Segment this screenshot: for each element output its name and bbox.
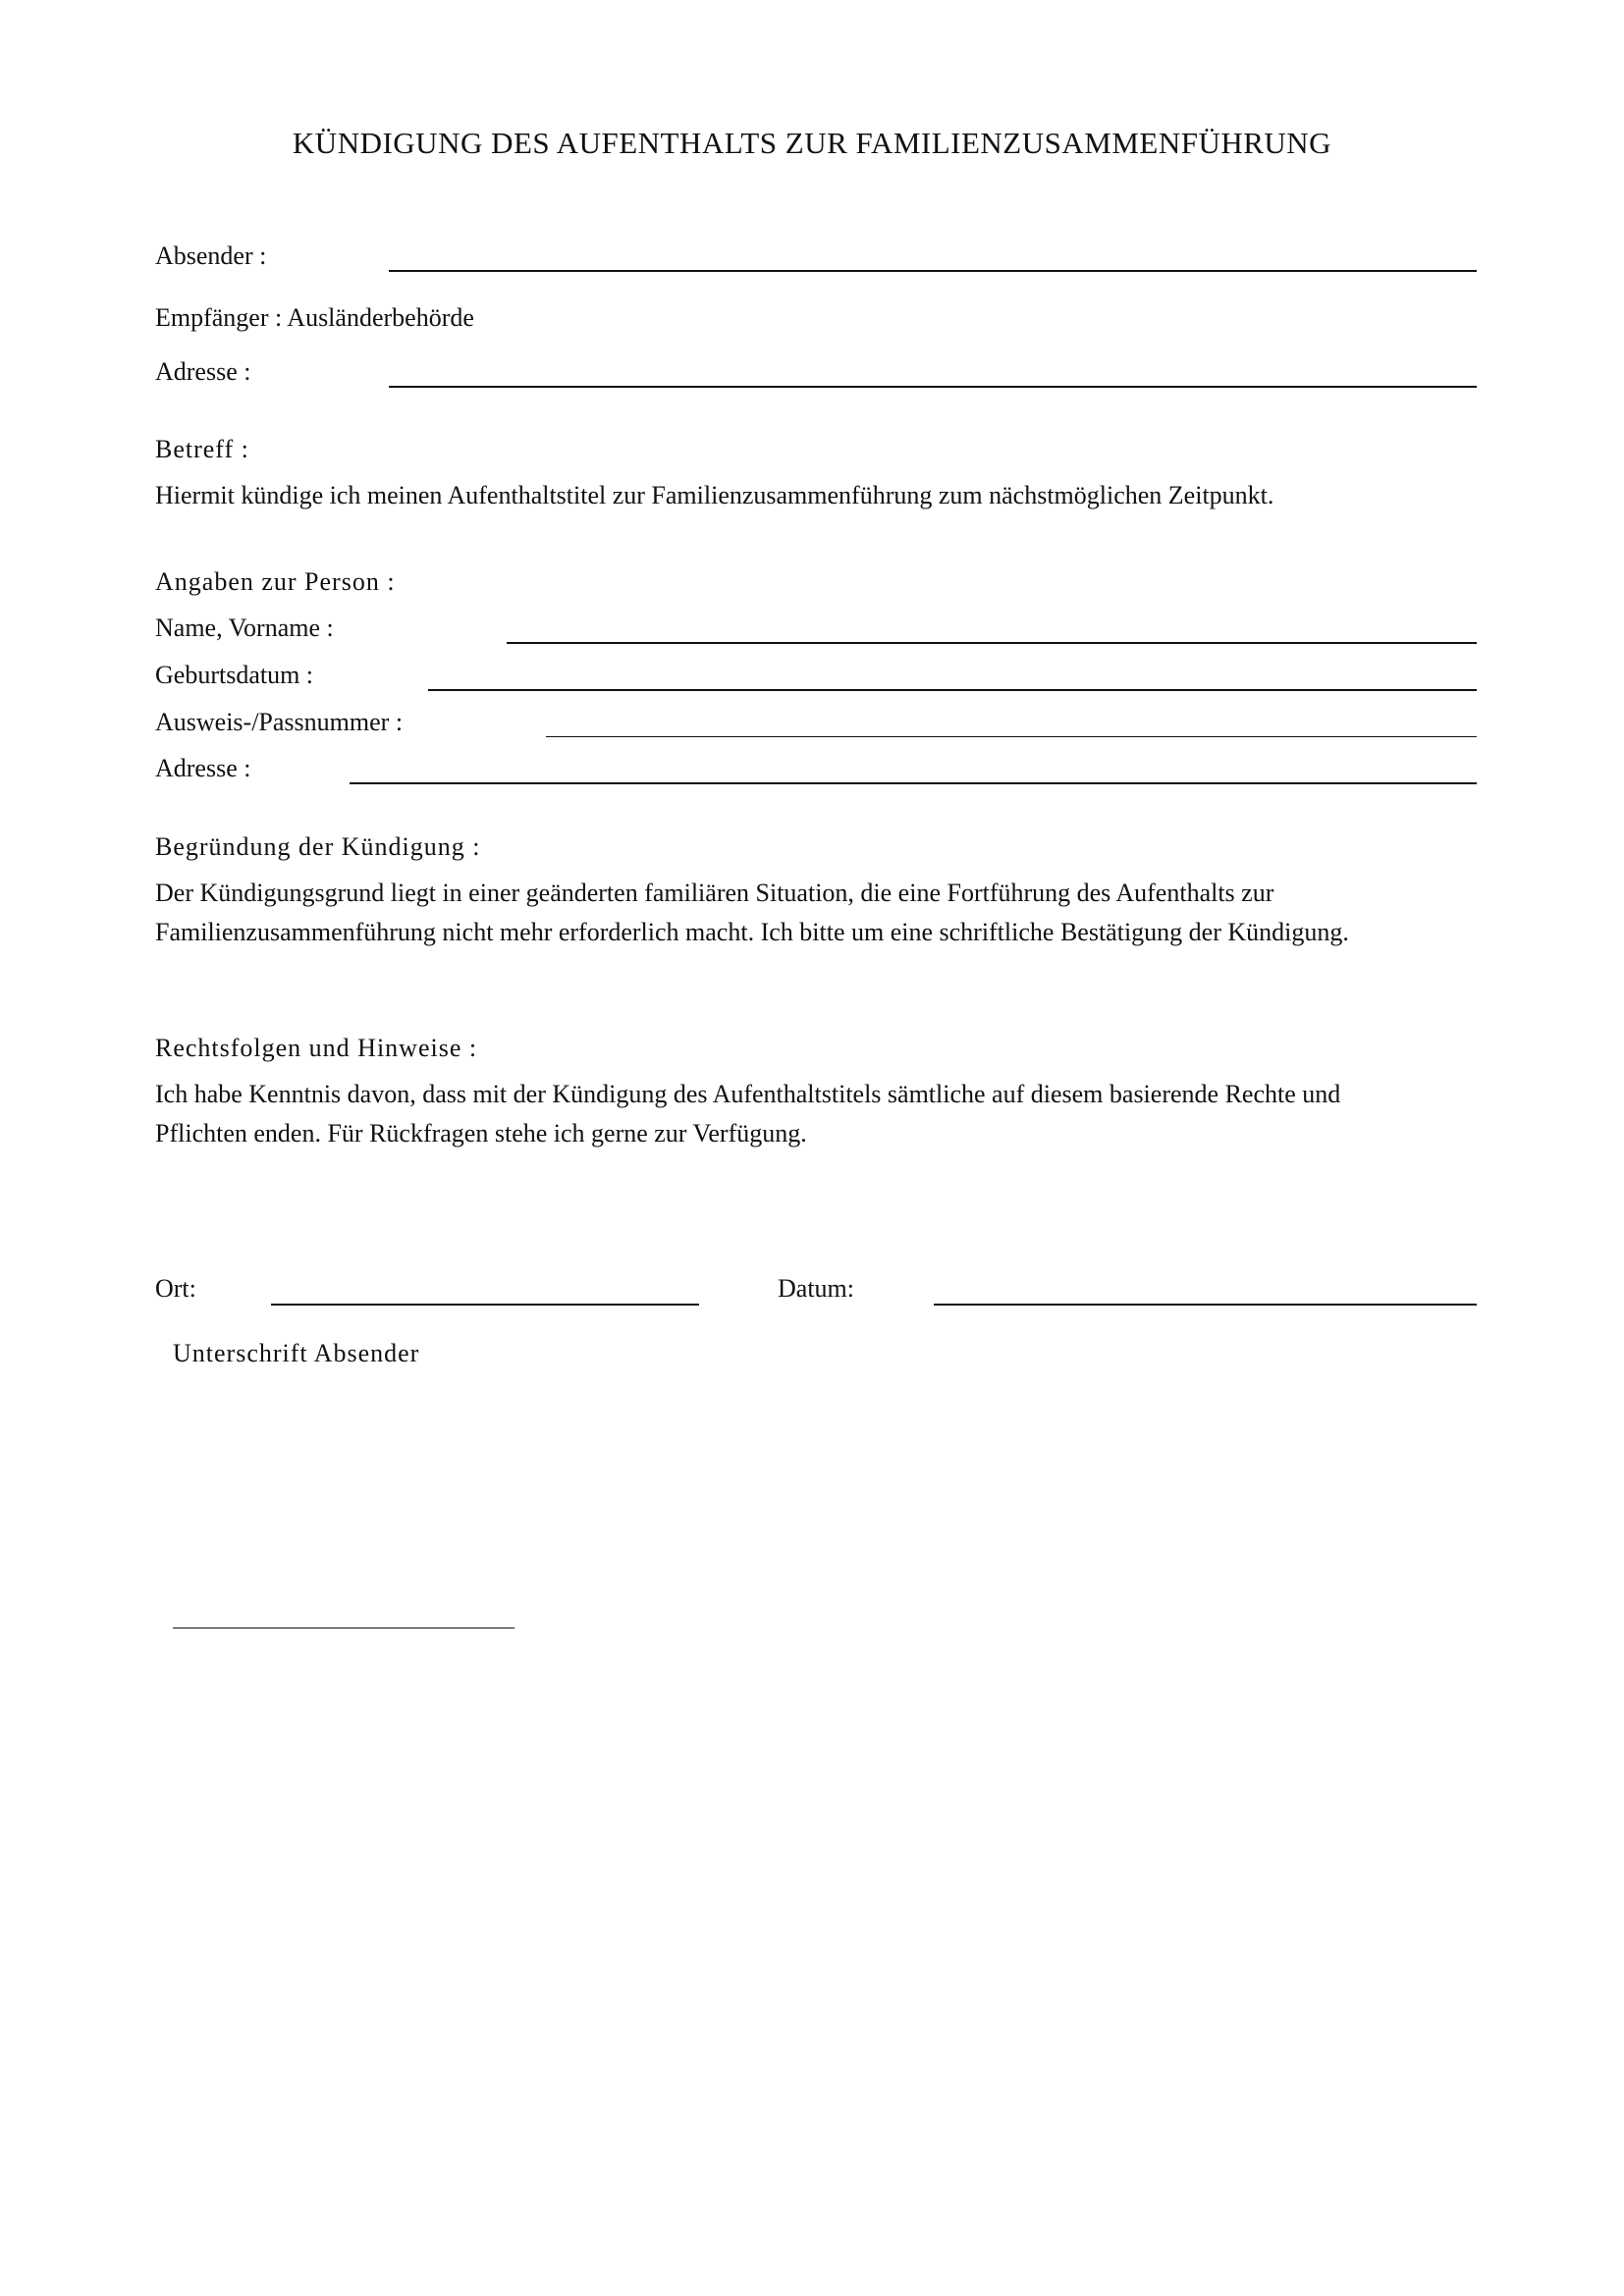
passport-label: Ausweis-/Passnummer : bbox=[155, 708, 404, 736]
name-label: Name, Vorname : bbox=[155, 614, 334, 642]
birthdate-label: Geburtsdatum : bbox=[155, 661, 314, 689]
address-field-line[interactable] bbox=[389, 386, 1477, 388]
signature-label: Unterschrift Absender bbox=[173, 1339, 420, 1367]
recipient-line: Empfänger : Ausländerbehörde bbox=[155, 303, 474, 332]
signature-line[interactable] bbox=[173, 1628, 514, 1629]
subject-text: Hiermit kündige ich meinen Aufenthaltstitel zur Familienzusammenführung zum nächstmöglichen Zeitpunkt. bbox=[155, 481, 1274, 509]
legal-line-2: Pflichten enden. Für Rückfragen stehe ich gerne zur Verfügung. bbox=[155, 1119, 807, 1148]
person-address-label: Adresse : bbox=[155, 754, 251, 782]
name-field-line[interactable] bbox=[507, 642, 1477, 644]
reason-heading: Begründung der Kündigung : bbox=[155, 832, 481, 861]
sender-label: Absender : bbox=[155, 241, 267, 270]
place-label: Ort: bbox=[155, 1274, 196, 1303]
date-label: Datum: bbox=[778, 1274, 854, 1303]
passport-field-line[interactable] bbox=[546, 736, 1477, 737]
legal-line-1: Ich habe Kenntnis davon, dass mit der Kündigung des Aufenthaltstitels sämtliche auf diesem basierende Rechte und bbox=[155, 1080, 1341, 1108]
birthdate-field-line[interactable] bbox=[428, 689, 1477, 691]
reason-line-1: Der Kündigungsgrund liegt in einer geänderten familiären Situation, die eine Fortführung des Aufenthalts zur bbox=[155, 879, 1274, 907]
document-title: KÜNDIGUNG DES AUFENTHALTS ZUR FAMILIENZUSAMMENFÜHRUNG bbox=[292, 126, 1332, 160]
legal-heading: Rechtsfolgen und Hinweise : bbox=[155, 1034, 478, 1062]
reason-line-2: Familienzusammenführung nicht mehr erforderlich macht. Ich bitte um eine schriftliche Bestätigung der Kündigung. bbox=[155, 918, 1349, 946]
person-heading: Angaben zur Person : bbox=[155, 567, 396, 596]
person-address-field-line[interactable] bbox=[350, 782, 1477, 784]
address-label: Adresse : bbox=[155, 357, 251, 386]
place-field-line[interactable] bbox=[271, 1304, 699, 1306]
date-field-line[interactable] bbox=[934, 1304, 1477, 1306]
sender-field-line[interactable] bbox=[389, 270, 1477, 272]
subject-label: Betreff : bbox=[155, 435, 249, 463]
